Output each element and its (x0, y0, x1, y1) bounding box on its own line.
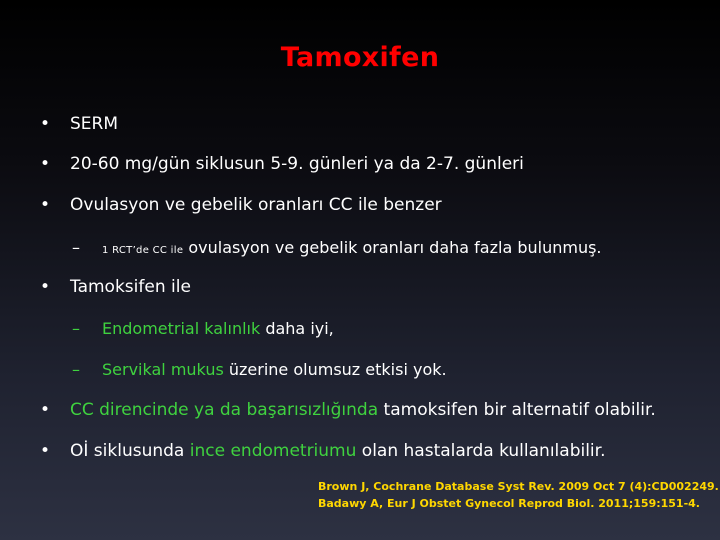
sub-bullet-marker: – (72, 360, 80, 379)
sub-bullet-endometrial (72, 319, 334, 338)
bullet-text-end: olan hastalarda kullanılabilir. (356, 441, 606, 461)
bullet-marker: • (40, 154, 51, 174)
sub-bullet-text: daha iyi, (260, 319, 334, 338)
reference-badawy: Badawy A, Eur J Obstet Gynecol Reprod Biol. 2011;159:151-4. (318, 497, 700, 510)
bullet-cc-resistance (40, 400, 656, 420)
bullet-text: tamoksifen bir alternatif olabilir. (378, 400, 656, 420)
bullet-marker: • (40, 195, 51, 215)
slide-title: Tamoxifen (280, 42, 440, 73)
bullet-highlight: ince endometriumu (189, 441, 357, 461)
sub-bullet-cervical (72, 360, 447, 379)
reference-brown: Brown J, Cochrane Database Syst Rev. 2009 Oct 7 (4):CD002249. (318, 480, 719, 493)
bullet-text: Ovulasyon ve gebelik oranları CC ile benzer (70, 195, 442, 215)
bullet-text: Tamoksifen ile (70, 277, 191, 297)
bullet-marker: • (40, 114, 51, 134)
bullet-text: SERM (70, 114, 119, 134)
bullet-marker: • (40, 400, 51, 420)
sub-bullet-marker: – (72, 238, 80, 257)
bullet-highlight: CC direncinde ya da başarısızlığında (70, 400, 379, 420)
bullet-dosage (40, 154, 524, 174)
sub-bullet-rct (72, 238, 602, 257)
bullet-text: 20-60 mg/gün siklusun 5-9. günleri ya da 2-7. günleri (70, 154, 524, 174)
sub-bullet-highlight: Endometrial kalınlık (102, 319, 261, 338)
bullet-thin-endometrium (40, 441, 605, 461)
bullet-text: Oİ siklusunda (70, 441, 190, 461)
bullet-tamoxifen (40, 277, 191, 297)
bullet-ovulation (40, 195, 442, 215)
bullet-marker: • (40, 441, 51, 461)
sub-bullet-text: ovulasyon ve gebelik oranları daha fazla bulunmuş. (183, 238, 602, 257)
bullet-serm (40, 114, 118, 134)
sub-bullet-highlight: Servikal mukus (102, 360, 224, 379)
bullet-marker: • (40, 277, 51, 297)
sub-bullet-text: üzerine olumsuz etkisi yok. (223, 360, 447, 379)
sub-bullet-small-text: 1 RCT’de CC ile (102, 245, 184, 256)
sub-bullet-marker: – (72, 319, 80, 338)
